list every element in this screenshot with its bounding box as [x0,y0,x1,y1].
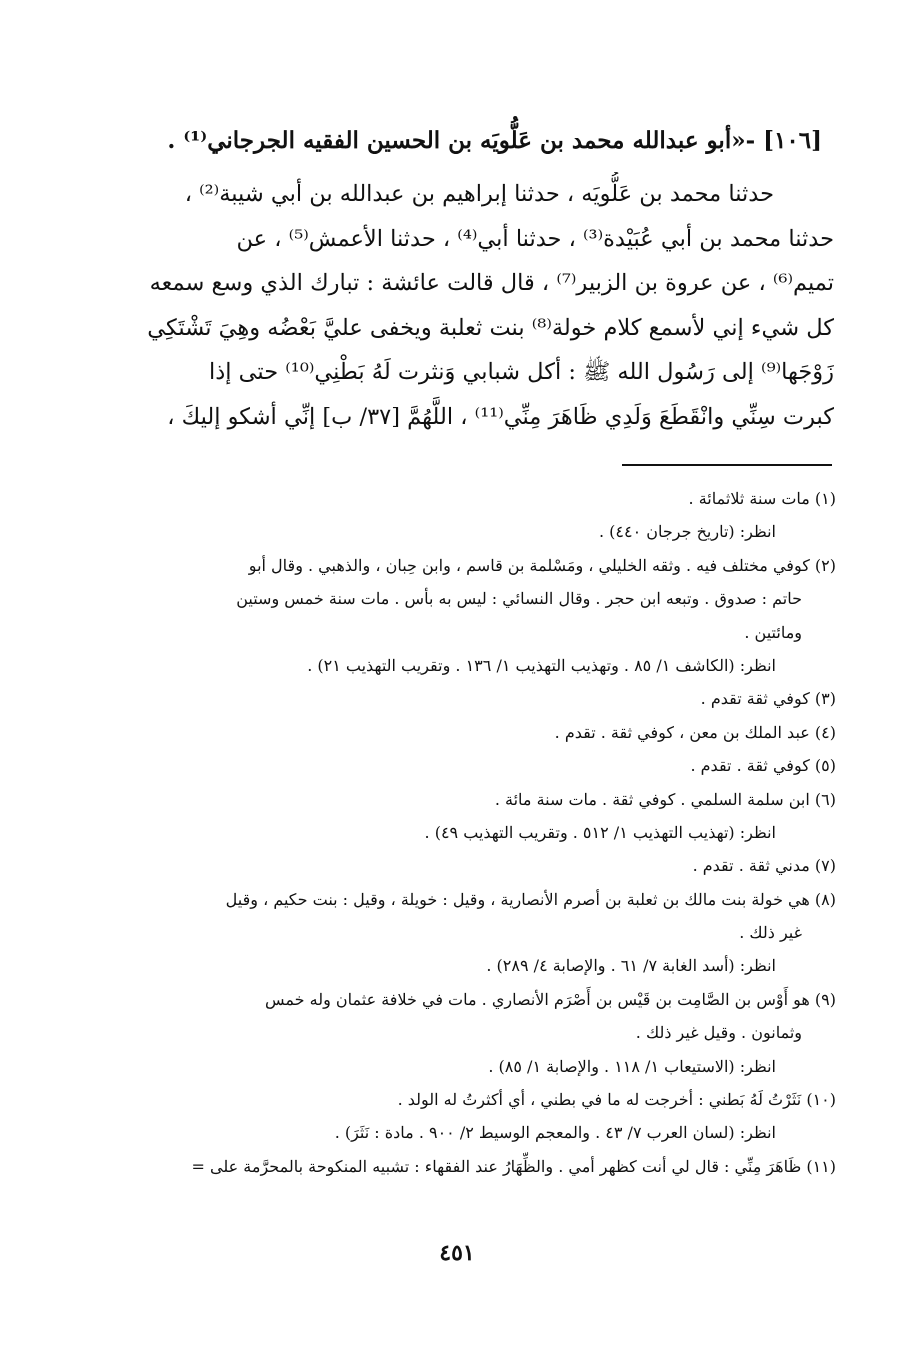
body-line: كل شيء إني لأسمع كلام خولة⁽⁸⁾ بنت ثعلبة ويخفى عليَّ بَعْضُه وهِيَ تَشْتَكِي [147,314,834,341]
footnote-line: (٧) مدني ثقة . تقدم . [692,856,836,876]
footnotes [78,482,836,1183]
footnote-line: (١٠) نَثَرْتُ لَهُ بَطني : أخرجت له ما في بطني ، أي أكثرتُ له الولد . [397,1090,836,1110]
entry-heading: [١٠٦] -«أبو عبدالله محمد بن عَلُّويَه بن الحسين الفقيه الجرجاني⁽¹⁾ . [167,127,822,154]
footnote-line: انظر: (الاستيعاب ١/ ١١٨ . والإصابة ١/ ٨٥) . [488,1056,776,1076]
footnote-line: انظر: (أسد الغابة ٧/ ٦١ . والإصابة ٤/ ٢٨٩) . [486,956,776,976]
footnote-line: (٤) عبد الملك بن معن ، كوفي ثقة . تقدم . [554,722,836,742]
footnote-line: غير ذلك . [739,923,802,943]
footnote-line: (١١) ظَاهَرَ مِنِّي : قال لي أنت كظهر أمي . والظِّهَارُ عند الفقهاء : تشبيه المنكوحة بالمحرَّمة على = [191,1156,836,1176]
footnote-line: انظر: (تهذيب التهذيب ١/ ٥١٢ . وتقريب التهذيب ٤٩) . [424,822,776,842]
footnote-separator [622,464,832,466]
footnote-line: انظر: (الكاشف ١/ ٨٥ . وتهذيب التهذيب ١/ ١٣٦ . وتقريب التهذيب ٢١) . [307,655,776,675]
footnote-line: (٩) هو أَوْس بن الصَّامِت بن قَيْس بن أَصْرَم الأنصاري . مات في خلافة عثمان وله خمس [265,989,836,1009]
footnote-line: (٢) كوفي مختلف فيه . وثقه الخليلي ، ومَسْلمة بن قاسم ، وابن حِبان ، والذهبي . وقال أبو [248,555,836,575]
footnote-line: (٣) كوفي ثقة تقدم . [700,689,836,709]
footnote-line: وثمانون . وقيل غير ذلك . [635,1023,802,1043]
footnote-line: (١) مات سنة ثلاثمائة . [688,489,836,508]
footnote-line: حاتم : صدوق . وتبعه ابن حجر . وقال النسائي : ليس به بأس . مات سنة خمس وستين [236,589,802,609]
footnote-line: (٥) كوفي ثقة . تقدم . [690,756,836,776]
body-line: تميم⁽⁶⁾ ، عن عروة بن الزبير⁽⁷⁾ ، قال قالت عائشة : تبارك الذي وسع سمعه [149,270,834,296]
footnote-line: انظر: (لسان العرب ٧/ ٤٣ . والمعجم الوسيط ٢/ ٩٠٠ . مادة : نَثَرَ) . [334,1123,776,1143]
body-line: زَوْجَها⁽⁹⁾ إلى رَسُول الله ﷺ : أكل شبابي وَنثرت لَهُ بَطْنِي⁽¹⁰⁾ حتى إذا [208,359,834,385]
main-text [80,172,834,439]
body-line: حدثنا محمد بن عَلُّويَه ، حدثنا إبراهيم بن عبدالله بن أبي شيبة⁽²⁾ ، [184,181,774,207]
body-line: كبرت سِنِّي وانْقَطَعَ وَلَدِي ظَاهَرَ مِنِّي⁽¹¹⁾ ، اللَّهُمَّ [٣٧/ ب] إنِّي أشكو إليكَ ، [167,403,834,430]
body-line: حدثنا محمد بن أبي عُبَيْدة⁽³⁾ ، حدثنا أبي⁽⁴⁾ ، حدثنا الأعمش⁽⁵⁾ ، عن [236,225,834,252]
page-number: ٤٥١ [439,1240,475,1266]
footnote-line: ومائتين . [744,622,802,642]
footnote-line: انظر: (تاريخ جرجان ٤٤٠) . [598,522,776,542]
footnote-line: (٦) ابن سلمة السلمي . كوفي ثقة . مات سنة مائة . [494,789,836,809]
footnote-line: (٨) هي خولة بنت مالك بن ثعلبة بن أصرم الأنصارية ، وقيل : خويلة ، وقيل : بنت حكيم ، وقيل [225,889,836,909]
